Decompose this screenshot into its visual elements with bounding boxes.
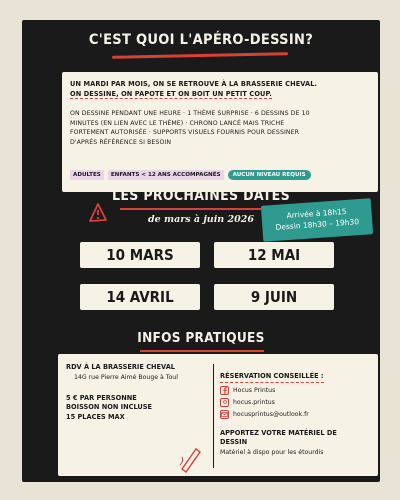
contact-instagram[interactable] [220,398,368,407]
pencil-icon [178,443,204,473]
contact-email[interactable] [220,410,368,419]
address-text: 14G rue Pierre Aimé Bouge à Toul [74,373,178,381]
places-text: 15 PLACES MAX [66,412,125,421]
material-note: Matériel à dispo pour les étourdis [220,448,324,456]
about-lead [70,79,370,99]
section-title-what [22,32,380,48]
tag-adults: ADULTES [70,170,104,180]
title-underline [112,52,288,59]
facebook-icon [220,386,229,395]
dates-subtitle: de mars à juin 2026 [148,214,254,225]
lead-line-1: UN MARDI PAR MOIS, ON SE RETROUVE À LA BRASSERIE CHEVAL. [70,80,318,88]
dates-title-text: LES PROCHAINES DATES [112,188,290,204]
infos-title-text: INFOS PRATIQUES [137,330,265,346]
contact-email-text: hocusprintus@outlook.fr [233,410,309,418]
price-text: 5 € PAR PERSONNE [66,393,137,402]
contact-instagram-text: hocus.printus [233,398,275,406]
what-title-text: C'EST QUOI L'APÉRO-DESSIN? [88,32,314,48]
reservation-title: RÉSERVATION CONSEILLÉE : [220,372,324,383]
drink-text: BOISSON NON INCLUSE [66,403,153,411]
infos-right-column [220,363,368,457]
contact-facebook[interactable] [220,386,368,395]
contact-facebook-text: Hocus Printus [233,386,276,394]
about-body [70,109,370,147]
about-card [62,72,378,192]
tag-no-level: AUCUN NIVEAU REQUIS [228,170,311,180]
infos-title-underline [140,350,264,352]
date-card: 9 JUIN [214,284,334,310]
material-title-2: DESSIN [220,438,248,446]
material-title-1: APPORTEZ VOTRE MATÉRIEL DE [220,428,337,437]
column-divider [213,364,214,468]
dates-title-underline [120,208,280,210]
rdv-text: RDV À LA BRASSERIE CHEVAL [66,363,176,371]
body-line-3: FORTEMENT AUTORISÉE · SUPPORTS VISUELS FOURNIS POUR DESSINER [70,129,300,136]
infos-card [58,354,378,476]
audience-tags [70,170,311,180]
instagram-icon [220,398,229,407]
badge-drawing: Dessin 18h30 – 19h30 [275,216,360,232]
badge-arrival: Arrivée à 18h15 [286,206,347,221]
poster [22,20,380,482]
schedule-badge [261,198,373,242]
section-title-infos [22,330,380,346]
mail-icon [220,410,229,419]
date-card: 10 MARS [80,242,200,268]
body-line-1: ON DESSINE PENDANT UNE HEURE · 1 THÈME SURPRISE · 6 DESSINS DE 10 [70,110,310,117]
date-card: 12 MAI [214,242,334,268]
body-line-2: MINUTES (EN LIEN AVEC LE THÈME) · CHRONO LANCÉ MAIS TRICHE [70,119,285,127]
body-line-4: D'APRÈS RÉFÉRENCE SI BESOIN [70,138,172,146]
tag-children: ENFANTS < 12 ANS ACCOMPAGNÉS [108,170,224,180]
lead-line-2: ON DESSINE, ON PAPOTE ET ON BOIT UN PETIT COUP. [70,90,272,98]
infos-left-column [66,363,208,422]
date-card: 14 AVRIL [80,284,200,310]
